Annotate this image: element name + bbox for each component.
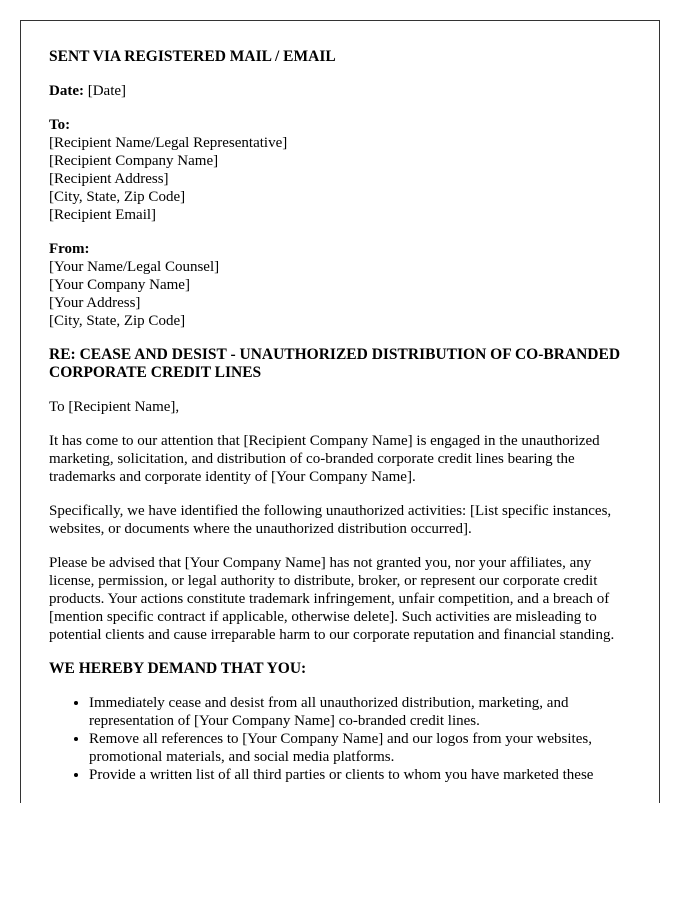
sender-block — [49, 240, 631, 330]
sender-line: [City, State, Zip Code] — [49, 313, 186, 329]
letter-document — [20, 20, 660, 803]
demand-item: • Immediately cease and desist from all unauthorized distribution, marketing, and representation of [Your Company Name] co-branded credit lines. — [89, 694, 631, 730]
recipient-line: [City, State, Zip Code] — [49, 189, 186, 205]
sender-line: [Your Name/Legal Counsel] — [49, 259, 220, 275]
sender-line: [Your Address] — [49, 295, 141, 311]
demand-heading: WE HEREBY DEMAND THAT YOU: — [49, 660, 307, 677]
recipient-line: [Recipient Address] — [49, 171, 169, 187]
recipient-line: [Recipient Company Name] — [49, 153, 219, 169]
sent-via-heading: SENT VIA REGISTERED MAIL / EMAIL — [49, 48, 336, 65]
subject-heading: RE: CEASE AND DESIST - UNAUTHORIZED DISTRIBUTION OF CO-BRANDED CORPORATE CREDIT LINES — [49, 346, 621, 381]
body-paragraph: Please be advised that [Your Company Name] has not granted you, nor your affiliates, any license, permission, or legal authority to distribute, broker, or represent our corporate credit products. Your actions constitute trademark infringement, unfair competition, and a breach of [mention specific contract if applicable, otherwise delete]. Such activities are misleading to potential clients and cause irreparable harm to our corporate reputation and financial standing. — [49, 555, 615, 643]
recipient-line: [Recipient Name/Legal Representative] — [49, 135, 288, 151]
date-label: Date: — [49, 83, 84, 99]
recipient-line: [Recipient Email] — [49, 207, 157, 223]
body-paragraph: Specifically, we have identified the following unauthorized activities: [List specific instances, websites, or documents where the unauthorized distribution occurred]. — [49, 503, 612, 537]
date-line — [49, 82, 631, 100]
demand-list — [49, 694, 631, 784]
body-paragraph: It has come to our attention that [Recipient Company Name] is engaged in the unauthorized marketing, solicitation, and distribution of co-branded corporate credit lines bearing the trademarks and corporate identity of [Your Company Name]. — [49, 433, 600, 485]
demand-item: • Provide a written list of all third parties or clients to whom you have marketed these — [89, 766, 631, 784]
to-label: To: — [49, 117, 71, 133]
from-label: From: — [49, 241, 90, 257]
recipient-block — [49, 116, 631, 224]
date-value: [Date] — [87, 83, 127, 99]
salutation: To [Recipient Name], — [49, 399, 180, 415]
sender-line: [Your Company Name] — [49, 277, 190, 293]
demand-item: • Remove all references to [Your Company Name] and our logos from your websites, promotional materials, and social media platforms. — [89, 730, 631, 766]
